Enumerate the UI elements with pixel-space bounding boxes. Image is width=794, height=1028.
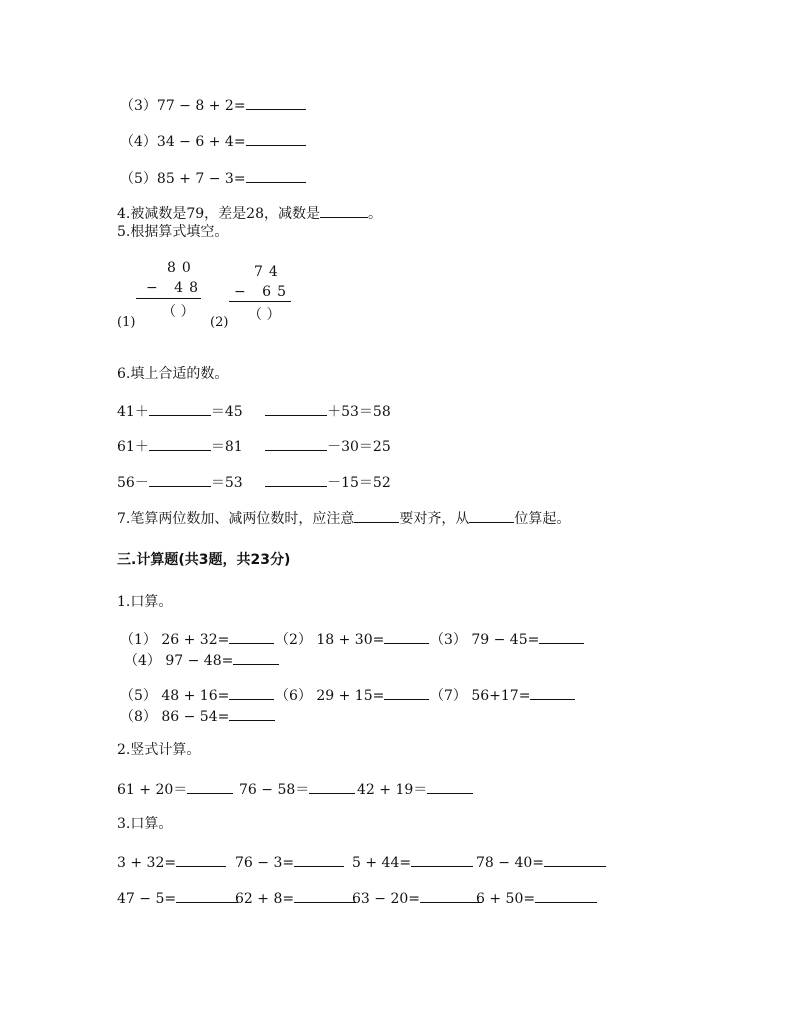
question-7 <box>117 508 570 528</box>
calc-row-2b <box>120 706 275 726</box>
answer-blank[interactable] <box>246 168 306 183</box>
fill-row-3 <box>117 472 391 492</box>
answer-blank[interactable] <box>411 852 473 867</box>
answer-blank[interactable] <box>233 650 279 665</box>
mental-calc-row-2 <box>117 888 597 908</box>
answer-blank[interactable] <box>149 472 211 487</box>
fill-post: ＋53＝58 <box>327 404 391 420</box>
fill-post: －30＝25 <box>327 439 391 455</box>
answer-blank[interactable] <box>229 629 274 644</box>
vertical-label-1: (1) <box>117 315 136 330</box>
q4-tail: 。 <box>368 206 382 222</box>
calc-expr: （8） 86 − 54= <box>120 709 230 725</box>
calc-q2-title: 2.竖式计算。 <box>117 742 201 758</box>
answer-blank[interactable] <box>149 436 211 451</box>
vertical-line <box>136 298 201 299</box>
answer-blank[interactable] <box>384 685 429 700</box>
fill-post: ＝45 <box>210 404 243 420</box>
vertical-minus-number: − 48 <box>146 280 204 296</box>
calc-expr: 62 + 8= <box>235 891 295 907</box>
vertical-minus-number: − 65 <box>234 284 292 300</box>
answer-blank[interactable] <box>544 852 606 867</box>
fill-pre: 41＋ <box>117 404 149 420</box>
answer-blank[interactable] <box>294 888 356 903</box>
answer-blank[interactable] <box>229 706 275 721</box>
answer-blank[interactable] <box>294 852 344 867</box>
q7-text-b: 要对齐，从 <box>399 511 470 527</box>
vertical-label-2: (2) <box>210 315 229 330</box>
answer-blank[interactable] <box>354 508 399 523</box>
answer-blank[interactable] <box>320 203 368 218</box>
calc-expr: （5） 48 + 16= <box>120 688 230 704</box>
calc-expr: （3） 79 − 45= <box>430 632 540 648</box>
question-5-title: 5.根据算式填空。 <box>117 224 229 240</box>
q7-text-c: 位算起。 <box>514 511 571 527</box>
answer-blank[interactable] <box>265 472 327 487</box>
calc-expr: （7） 56+17= <box>430 688 531 704</box>
vertical-top-number: 74 <box>254 264 284 280</box>
fill-pre: 61＋ <box>117 439 149 455</box>
calc-expr: 42 + 19＝ <box>357 782 428 798</box>
fill-row-1 <box>117 401 391 421</box>
calc-expr: （4） 97 − 48= <box>124 653 234 669</box>
answer-blank[interactable] <box>309 779 355 794</box>
answer-blank[interactable] <box>246 131 306 146</box>
answer-blank[interactable] <box>427 779 473 794</box>
vertical-line <box>229 301 291 302</box>
calc-expr: 3 + 32= <box>117 855 177 871</box>
fill-pre: 56－ <box>117 475 149 491</box>
answer-blank[interactable] <box>246 95 306 110</box>
calc-expr: 76 − 3= <box>235 855 295 871</box>
vertical-calc-row <box>117 779 473 799</box>
calc-expr: 6 + 50= <box>476 891 536 907</box>
calc-expr: （2） 18 + 30= <box>275 632 385 648</box>
mental-calc-row-1 <box>117 852 606 872</box>
row-expr: 34 − 6 + 4= <box>156 134 246 150</box>
answer-blank[interactable] <box>469 508 514 523</box>
calc-row-2 <box>120 685 575 705</box>
calc-expr: （6） 29 + 15= <box>275 688 385 704</box>
expr-row-4 <box>120 131 306 151</box>
answer-blank[interactable] <box>176 888 238 903</box>
expr-row-5 <box>120 168 306 188</box>
expr-row-3 <box>120 95 306 115</box>
answer-blank[interactable] <box>187 779 233 794</box>
q4-text: 4.被减数是79，差是28，减数是 <box>117 206 320 222</box>
answer-blank[interactable] <box>420 888 482 903</box>
calc-row-1 <box>120 629 584 649</box>
vertical-answer: （ ） <box>248 307 281 323</box>
question-4 <box>117 203 382 223</box>
row-label: （4） <box>120 134 157 150</box>
calc-expr: 76 − 58＝ <box>239 782 310 798</box>
answer-blank[interactable] <box>535 888 597 903</box>
calc-expr: （1） 26 + 32= <box>120 632 230 648</box>
answer-blank[interactable] <box>530 685 575 700</box>
answer-blank[interactable] <box>539 629 584 644</box>
fill-row-2 <box>117 436 391 456</box>
row-expr: 77 − 8 + 2= <box>156 98 246 114</box>
answer-blank[interactable] <box>384 629 429 644</box>
calc-expr: 61 + 20＝ <box>117 782 188 798</box>
fill-post: －15＝52 <box>327 475 391 491</box>
calc-q1-title: 1.口算。 <box>117 594 173 610</box>
row-label: （3） <box>120 98 157 114</box>
vertical-answer: （ ） <box>162 304 195 320</box>
answer-blank[interactable] <box>229 685 274 700</box>
answer-blank[interactable] <box>265 401 327 416</box>
calc-q3-title: 3.口算。 <box>117 816 173 832</box>
vertical-top-number: 80 <box>167 260 197 276</box>
answer-blank[interactable] <box>149 401 211 416</box>
section-heading: 三.计算题(共3题，共23分) <box>117 552 291 568</box>
calc-expr: 63 − 20= <box>352 891 420 907</box>
fill-post: ＝81 <box>210 439 243 455</box>
fill-post: ＝53 <box>210 475 243 491</box>
question-6-title: 6.填上合适的数。 <box>117 366 229 382</box>
row-expr: 85 + 7 − 3= <box>156 171 246 187</box>
row-label: （5） <box>120 171 157 187</box>
q7-text-a: 7.笔算两位数加、减两位数时，应注意 <box>117 511 355 527</box>
calc-row-1b <box>124 650 279 670</box>
answer-blank[interactable] <box>176 852 226 867</box>
calc-expr: 47 − 5= <box>117 891 177 907</box>
calc-expr: 5 + 44= <box>352 855 412 871</box>
answer-blank[interactable] <box>265 436 327 451</box>
calc-expr: 78 − 40= <box>476 855 544 871</box>
